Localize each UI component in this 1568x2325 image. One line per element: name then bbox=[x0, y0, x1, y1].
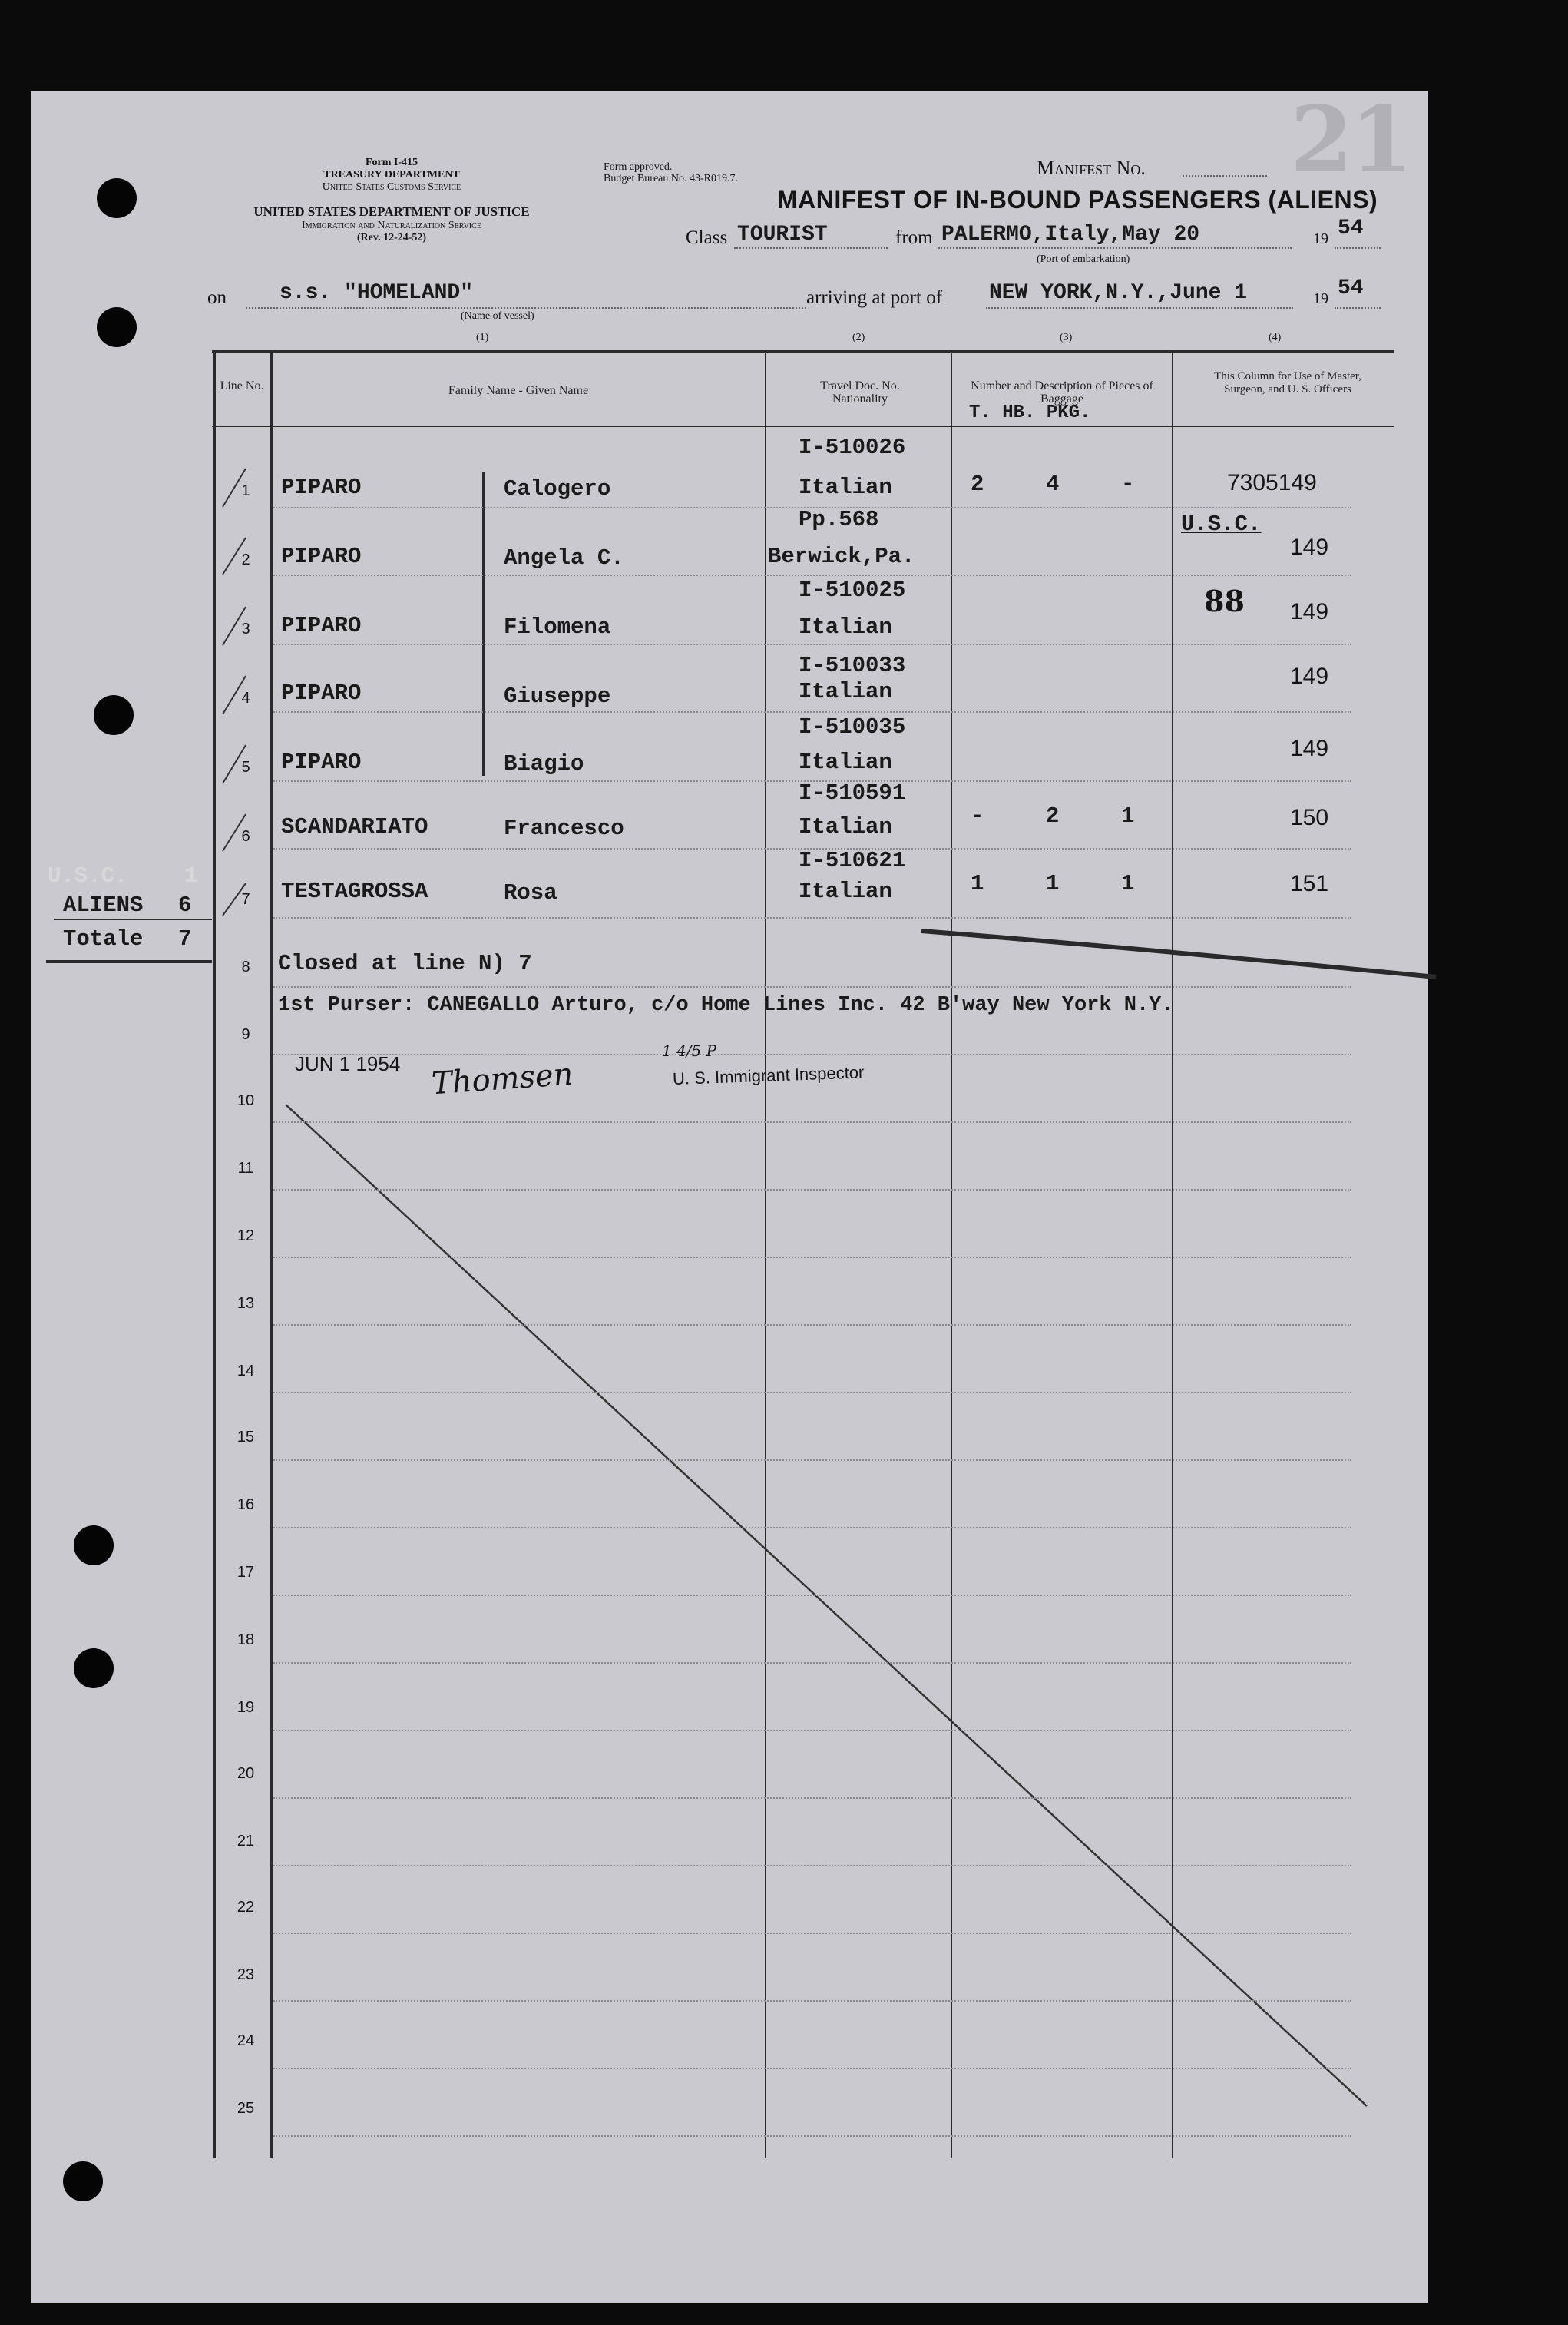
purser-note: 1st Purser: CANEGALLO Arturo, c/o Home Lines Inc. 42 B'way New York N.Y. bbox=[278, 994, 1174, 1017]
empty-line-number: 25 bbox=[237, 2100, 255, 2117]
ins-service: Immigration and Naturalization Service bbox=[302, 220, 481, 231]
row-rule bbox=[273, 1797, 1351, 1799]
officer-note: 149 bbox=[1290, 736, 1329, 761]
row-rule bbox=[273, 1662, 1351, 1664]
travel-doc-no: I-510033 bbox=[799, 653, 906, 678]
nationality: Berwick,Pa. bbox=[768, 544, 915, 569]
row-rule bbox=[273, 1189, 1351, 1191]
manifest-no-label: Manifest No. bbox=[1037, 157, 1146, 179]
empty-line-number: 13 bbox=[237, 1295, 255, 1312]
row-rule bbox=[273, 644, 1351, 645]
officer-uscitizen: U.S.C. bbox=[1181, 512, 1262, 537]
bag-t: 1 bbox=[971, 871, 984, 896]
budget-number: Budget Bureau No. 43-R019.7. bbox=[604, 173, 738, 184]
bag-t: 2 bbox=[971, 472, 984, 497]
customs-service: United States Customs Service bbox=[322, 181, 461, 193]
row-rule bbox=[273, 1459, 1351, 1461]
tally-value: 7 bbox=[178, 926, 192, 952]
inspector-label: U. S. Immigrant Inspector bbox=[672, 1062, 865, 1088]
nationality: Italian bbox=[799, 614, 892, 640]
row-rule bbox=[273, 986, 1351, 988]
family-name: PIPARO bbox=[281, 475, 362, 500]
header-name: Family Name - Given Name bbox=[448, 384, 589, 397]
bag-hb: 4 bbox=[1046, 472, 1060, 497]
officer-note: 151 bbox=[1290, 871, 1329, 896]
header-baggage: Number and Description of Pieces of Baggage bbox=[971, 379, 1153, 406]
form-number: Form I-415 bbox=[365, 157, 418, 168]
line-number: 1 bbox=[241, 482, 250, 499]
row-rule bbox=[273, 1121, 1351, 1123]
given-name: Giuseppe bbox=[504, 684, 611, 709]
row-rule bbox=[273, 1933, 1351, 1934]
empty-line-number: 17 bbox=[237, 1564, 255, 1581]
row-rule bbox=[273, 2000, 1351, 2002]
empty-line-number: 14 bbox=[237, 1363, 255, 1379]
row-rule bbox=[273, 507, 1351, 508]
line-number: 4 bbox=[241, 690, 250, 707]
tally-label: U.S.C. bbox=[48, 863, 128, 889]
nationality: Italian bbox=[799, 879, 892, 904]
empty-line-number: 8 bbox=[241, 959, 250, 975]
arrival-value[interactable]: NEW YORK,N.Y.,June 1 bbox=[989, 281, 1248, 305]
given-name: Angela C. bbox=[504, 545, 624, 571]
row-rule bbox=[273, 1324, 1351, 1326]
empty-line-number: 24 bbox=[237, 2032, 255, 2049]
arriving-label: arriving at port of bbox=[806, 287, 943, 308]
vessel-note: (Name of vessel) bbox=[461, 310, 534, 322]
officer-note: 150 bbox=[1290, 805, 1329, 830]
col-num-1: (1) bbox=[476, 332, 489, 343]
date-stamp: JUN 1 1954 bbox=[295, 1052, 401, 1075]
travel-doc-no: I-510025 bbox=[799, 578, 906, 603]
nationality: Italian bbox=[799, 750, 892, 775]
given-name: Francesco bbox=[504, 816, 624, 841]
given-name: Rosa bbox=[504, 880, 557, 906]
given-name: Biagio bbox=[504, 751, 584, 777]
travel-doc-no: I-510591 bbox=[799, 780, 906, 806]
tally-rule bbox=[54, 919, 212, 920]
col-num-2: (2) bbox=[852, 332, 865, 343]
family-name: PIPARO bbox=[281, 544, 362, 569]
travel-doc-no: I-510035 bbox=[799, 714, 906, 740]
officer-note: 149 bbox=[1290, 664, 1329, 689]
bag-hb: 1 bbox=[1046, 871, 1060, 896]
row-rule bbox=[273, 780, 1351, 782]
row-rule bbox=[273, 1595, 1351, 1596]
tally-value: 6 bbox=[178, 893, 192, 918]
line-number: 7 bbox=[241, 891, 250, 908]
family-name: TESTAGROSSA bbox=[281, 879, 428, 904]
class-label: Class bbox=[686, 227, 728, 248]
form-approved: Form approved. bbox=[604, 161, 673, 173]
empty-line-number: 21 bbox=[237, 1833, 255, 1850]
header-line-no: Line No. bbox=[220, 379, 264, 392]
from-label: from bbox=[895, 227, 933, 248]
row-rule bbox=[273, 848, 1351, 850]
nationality: Italian bbox=[799, 679, 892, 704]
vessel-name[interactable]: s.s. "HOMELAND" bbox=[280, 281, 474, 305]
header-travel-doc: Travel Doc. No. Nationality bbox=[820, 379, 900, 406]
empty-line-number: 23 bbox=[237, 1966, 255, 1983]
empty-line-number: 9 bbox=[241, 1026, 250, 1043]
empty-line-number: 19 bbox=[237, 1699, 255, 1716]
travel-doc-no: I-510026 bbox=[799, 435, 906, 460]
line-number: 6 bbox=[241, 828, 250, 845]
row-rule bbox=[273, 1527, 1351, 1528]
row-rule bbox=[273, 1392, 1351, 1393]
year-prefix-1: 19 bbox=[1313, 230, 1328, 247]
given-name: Calogero bbox=[504, 476, 611, 502]
nationality: Italian bbox=[799, 814, 892, 840]
justice-dept: UNITED STATES DEPARTMENT OF JUSTICE bbox=[253, 204, 530, 219]
bag-pkg: 1 bbox=[1121, 803, 1135, 829]
nationality: Italian bbox=[799, 475, 892, 500]
empty-line-number: 18 bbox=[237, 1631, 255, 1648]
row-rule bbox=[273, 1257, 1351, 1258]
row-rule bbox=[273, 1730, 1351, 1731]
class-value[interactable]: TOURIST bbox=[737, 223, 828, 247]
year-prefix-2: 19 bbox=[1313, 290, 1328, 307]
header-officers: This Column for Use of Master, Surgeon, and U. S. Officers bbox=[1214, 370, 1361, 396]
year-value-2[interactable]: 54 bbox=[1338, 277, 1364, 300]
row-rule bbox=[273, 711, 1351, 713]
row-rule bbox=[273, 1054, 1351, 1055]
empty-line-number: 12 bbox=[237, 1227, 255, 1244]
empty-line-number: 10 bbox=[237, 1092, 255, 1109]
embarkation-note: (Port of embarkation) bbox=[1037, 253, 1130, 265]
officer-note: 7305149 bbox=[1227, 470, 1317, 495]
row-rule bbox=[273, 2068, 1351, 2069]
family-name: PIPARO bbox=[281, 681, 362, 706]
given-name: Filomena bbox=[504, 614, 611, 640]
empty-line-number: 22 bbox=[237, 1899, 255, 1916]
officer-mark: 88 bbox=[1204, 584, 1245, 618]
empty-line-number: 16 bbox=[237, 1496, 255, 1513]
travel-doc-no: I-510621 bbox=[799, 848, 906, 873]
row-rule bbox=[273, 575, 1351, 576]
bag-pkg: 1 bbox=[1121, 871, 1135, 896]
family-name: PIPARO bbox=[281, 750, 362, 775]
year-value-1[interactable]: 54 bbox=[1338, 217, 1364, 240]
inspector-signature: Thomsen bbox=[430, 1056, 574, 1102]
line-number: 3 bbox=[241, 621, 250, 638]
from-value[interactable]: PALERMO,Italy,May 20 bbox=[941, 223, 1200, 247]
treasury-dept: TREASURY DEPARTMENT bbox=[323, 169, 460, 181]
manifest-title: MANIFEST OF IN-BOUND PASSENGERS (ALIENS) bbox=[777, 186, 1378, 214]
time-mark: 1 4/5 P bbox=[662, 1042, 717, 1060]
col-num-4: (4) bbox=[1269, 332, 1282, 343]
bag-t: - bbox=[971, 803, 984, 829]
travel-doc-no: Pp.568 bbox=[799, 507, 879, 532]
officer-note: 149 bbox=[1290, 535, 1329, 560]
form-revision: (Rev. 12-24-52) bbox=[356, 232, 427, 243]
line-number: 2 bbox=[241, 551, 250, 568]
empty-line-number: 11 bbox=[237, 1160, 254, 1177]
empty-line-number: 20 bbox=[237, 1765, 255, 1782]
row-rule bbox=[273, 1865, 1351, 1866]
col-num-3: (3) bbox=[1060, 332, 1073, 343]
corner-page-number: 21 bbox=[1290, 86, 1411, 193]
family-name: SCANDARIATO bbox=[281, 814, 428, 840]
tally-value: 1 bbox=[184, 863, 198, 889]
on-label: on bbox=[207, 287, 227, 308]
empty-line-number: 15 bbox=[237, 1429, 255, 1446]
tally-label: ALIENS bbox=[63, 893, 144, 918]
row-rule bbox=[273, 917, 1351, 919]
family-name: PIPARO bbox=[281, 613, 362, 638]
tally-label: Totale bbox=[63, 926, 144, 952]
row-rule bbox=[273, 2135, 1351, 2137]
line-number: 5 bbox=[241, 759, 250, 776]
closed-at-line-note: Closed at line N) 7 bbox=[278, 951, 532, 976]
bag-pkg: - bbox=[1121, 472, 1135, 497]
bag-hb: 2 bbox=[1046, 803, 1060, 829]
header-baggage-sub: T. HB. PKG. bbox=[969, 402, 1091, 423]
officer-note: 149 bbox=[1290, 599, 1329, 624]
